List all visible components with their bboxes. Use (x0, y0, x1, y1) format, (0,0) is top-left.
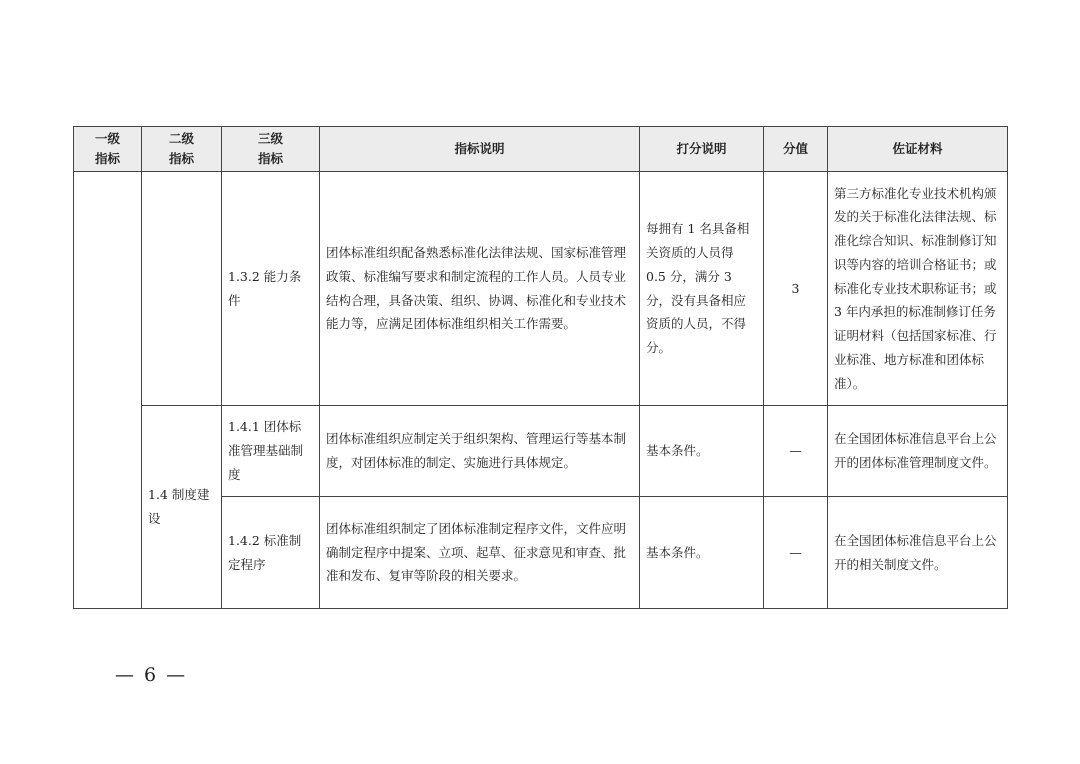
value-cell: — (764, 497, 828, 609)
evidence-cell: 第三方标准化专业技术机构颁发的关于标准化法律法规、标准化综合知识、标准制修订知识等内容的培训合格证书；或标准化专业技术职称证书；或 3 年内承担的标准制修订任务证明材料（包括国家标准、行业标准、地方标准和团体标准）。 (828, 172, 1008, 406)
level2-cell: 1.4 制度建设 (142, 406, 222, 609)
value-cell: 3 (764, 172, 828, 406)
level3-cell: 1.4.2 标准制定程序 (222, 497, 320, 609)
description-cell: 团体标准组织应制定关于组织架构、管理运行等基本制度，对团体标准的制定、实施进行具体规定。 (320, 406, 640, 497)
header-evidence: 佐证材料 (828, 127, 1008, 172)
table-row (74, 172, 1008, 406)
indicator-table (73, 126, 1008, 609)
evidence-cell: 在全国团体标准信息平台上公开的团体标准管理制度文件。 (828, 406, 1008, 497)
scoring-cell: 每拥有 1 名具备相关资质的人员得 0.5 分，满分 3 分，没有具备相应资质的人员，不得分。 (640, 172, 764, 406)
header-level3: 三级 指标 (222, 127, 320, 172)
level3-cell: 1.3.2 能力条件 (222, 172, 320, 406)
description-cell: 团体标准组织配备熟悉标准化法律法规、国家标准管理政策、标准编写要求和制定流程的工作人员。人员专业结构合理，具备决策、组织、协调、标准化和专业技术能力等，应满足团体标准组织相关工作需要。 (320, 172, 640, 406)
header-level2: 二级 指标 (142, 127, 222, 172)
level2-cell (142, 172, 222, 406)
header-level1: 一级 指标 (74, 127, 142, 172)
header-description: 指标说明 (320, 127, 640, 172)
description-cell: 团体标准组织制定了团体标准制定程序文件，文件应明确制定程序中提案、立项、起草、征求意见和审查、批准和发布、复审等阶段的相关要求。 (320, 497, 640, 609)
scoring-cell: 基本条件。 (640, 497, 764, 609)
table-row (74, 406, 1008, 497)
evidence-cell: 在全国团体标准信息平台上公开的相关制度文件。 (828, 497, 1008, 609)
scoring-cell: 基本条件。 (640, 406, 764, 497)
level1-cell (74, 172, 142, 609)
header-value: 分值 (764, 127, 828, 172)
level3-cell: 1.4.1 团体标准管理基础制度 (222, 406, 320, 497)
value-cell: — (764, 406, 828, 497)
header-row (74, 127, 1008, 172)
page-number: — 6 — (115, 664, 188, 686)
header-scoring: 打分说明 (640, 127, 764, 172)
